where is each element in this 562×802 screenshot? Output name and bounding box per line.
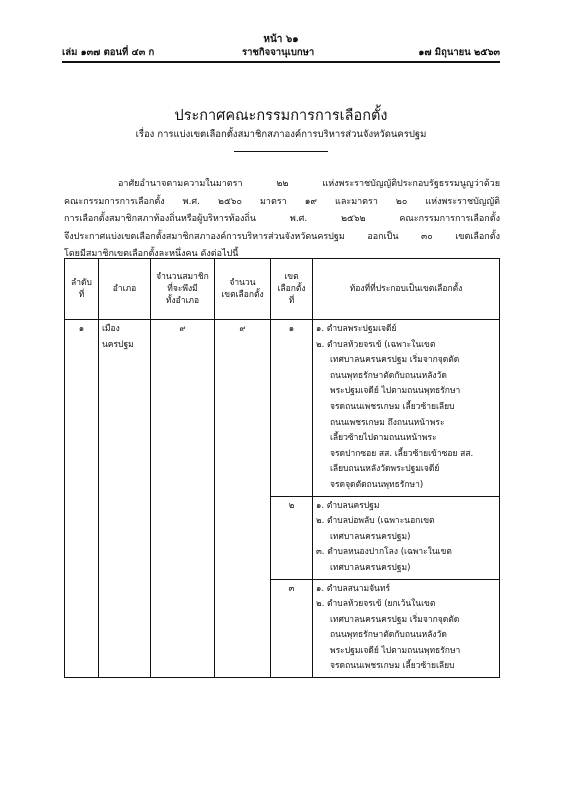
area-line: จรดถนนเพชรเกษม เลี้ยวซ้ายเลียบ: [330, 661, 455, 672]
body-paragraph: [64, 176, 500, 264]
area-line: เลี้ยวซ้ายไปตามถนนหน้าพระ: [330, 433, 437, 444]
title-divider: [234, 151, 328, 152]
table-header-row: [65, 259, 500, 320]
page-number: หน้า ๖๑: [263, 34, 299, 45]
col-header-zones: จำนวน เขตเลือกตั้ง: [215, 259, 271, 320]
col-header-zone-no: เขต เลือกตั้ง ที่: [271, 259, 313, 320]
area-line: เลียบถนนหลังวัดพระปฐมเจดีย์: [330, 464, 440, 475]
col-header-no: ลำดับ ที่: [65, 259, 99, 320]
area-line: พระปฐมเจดีย์ ไปตามถนนพุทธรักษา: [330, 645, 461, 656]
paragraph-line: อาศัยอำนาจตามความในมาตรา ๒๒ แห่งพระราชบัญญัติประกอบรัฐธรรมนูญว่าด้วย: [118, 179, 500, 189]
paragraph-line: โดยมีสมาชิกเขตเลือกตั้งละหนึ่งคน ดังต่อไปนี้: [64, 249, 239, 259]
area-line: ๑. ตำบลพระปฐมเจดีย์: [316, 324, 397, 334]
row-number: ๑: [65, 320, 99, 678]
col-header-district: อำเภอ: [99, 259, 151, 320]
area-line: ถนนพุทธรักษาตัดกับถนนหลังวัด: [330, 630, 447, 641]
zone-number: ๓: [271, 579, 313, 678]
area-line: ถนนพุทธรักษาตัดกับถนนหลังวัด: [330, 370, 447, 381]
gazette-header: [62, 45, 500, 59]
area-line: เทศบาลนครนครปฐม เริ่มจากจุดตัด: [330, 355, 460, 366]
publication-date: ๑๗ มิถุนายน ๒๕๖๓: [418, 47, 500, 58]
area-line: เทศบาลนครนครปฐม เริ่มจากจุดตัด: [330, 614, 460, 625]
table-row: [65, 320, 500, 497]
announcement-title: ประกาศคณะกรรมการการเลือกตั้ง: [174, 108, 388, 124]
zone-count: ๙: [215, 320, 271, 678]
zone-areas: [313, 579, 500, 678]
col-header-areas: ท้องที่ที่ประกอบเป็นเขตเลือกตั้ง: [313, 259, 500, 320]
area-line: ๓. ตำบลหนองปากโลง (เฉพาะในเขต: [316, 547, 452, 558]
announcement-subject: เรื่อง การแบ่งเขตเลือกตั้งสมาชิกสภาองค์การบริหารส่วนจังหวัดนครปฐม: [135, 129, 427, 140]
electoral-zone-table: [64, 258, 500, 678]
zone-number: ๒: [271, 496, 313, 579]
area-line: ถนนเพชรเกษม ถึงถนนหน้าพระ: [330, 417, 445, 428]
zone-number: ๑: [271, 320, 313, 497]
area-line: พระปฐมเจดีย์ ไปตามถนนพุทธรักษา: [330, 386, 461, 397]
zone-areas: [313, 320, 500, 497]
area-line: เทศบาลนครนครปฐม): [330, 531, 411, 542]
area-line: จรดปากซอย สส. เลี้ยวซ้ายเข้าซอย สส.: [330, 448, 474, 459]
gazette-name: ราชกิจจานุเบกษา: [242, 47, 315, 58]
member-count: ๙: [151, 320, 215, 678]
paragraph-line: จึงประกาศแบ่งเขตเลือกตั้งสมาชิกสภาองค์การบริหารส่วนจังหวัดนครปฐม ออกเป็น ๓๐ เขตเลือกตั้ง: [64, 231, 500, 242]
area-line: เทศบาลนครนครปฐม): [330, 562, 411, 573]
paragraph-line: การเลือกตั้งสมาชิกสภาท้องถิ่นหรือผู้บริหารท้องถิ่น พ.ศ. ๒๕๖๒ คณะกรรมการการเลือกตั้ง: [64, 214, 500, 224]
area-line: จรดจุดตัดถนนพุทธรักษา): [330, 479, 424, 490]
header-rule: [62, 61, 500, 63]
paragraph-line: คณะกรรมการการเลือกตั้ง พ.ศ. ๒๕๖๐ มาตรา ๑๙ และมาตรา ๒๐ แห่งพระราชบัญญัติ: [64, 196, 500, 207]
area-line: ๒. ตำบลบ่อพลับ (เฉพาะนอกเขต: [316, 516, 435, 527]
district-name: เมือง นครปฐม: [99, 320, 151, 678]
area-line: ๒. ตำบลห้วยจรเข้ (ยกเว้นในเขต: [316, 599, 436, 610]
page-bottom-mask: [64, 692, 500, 802]
col-header-members: จำนวนสมาชิก ที่จะพึงมี ทั้งอำเภอ: [151, 259, 215, 320]
area-line: ๑. ตำบลนครปฐม: [316, 500, 380, 511]
area-line: ๒. ตำบลห้วยจรเข้ (เฉพาะในเขต: [316, 339, 436, 350]
area-line: ๑. ตำบลสนามจันทร์: [316, 583, 391, 594]
area-line: จรดถนนเพชรเกษม เลี้ยวซ้ายเลียบ: [330, 401, 455, 412]
zone-areas: [313, 496, 500, 579]
volume-issue: เล่ม ๑๓๗ ตอนที่ ๔๓ ก: [62, 47, 155, 58]
